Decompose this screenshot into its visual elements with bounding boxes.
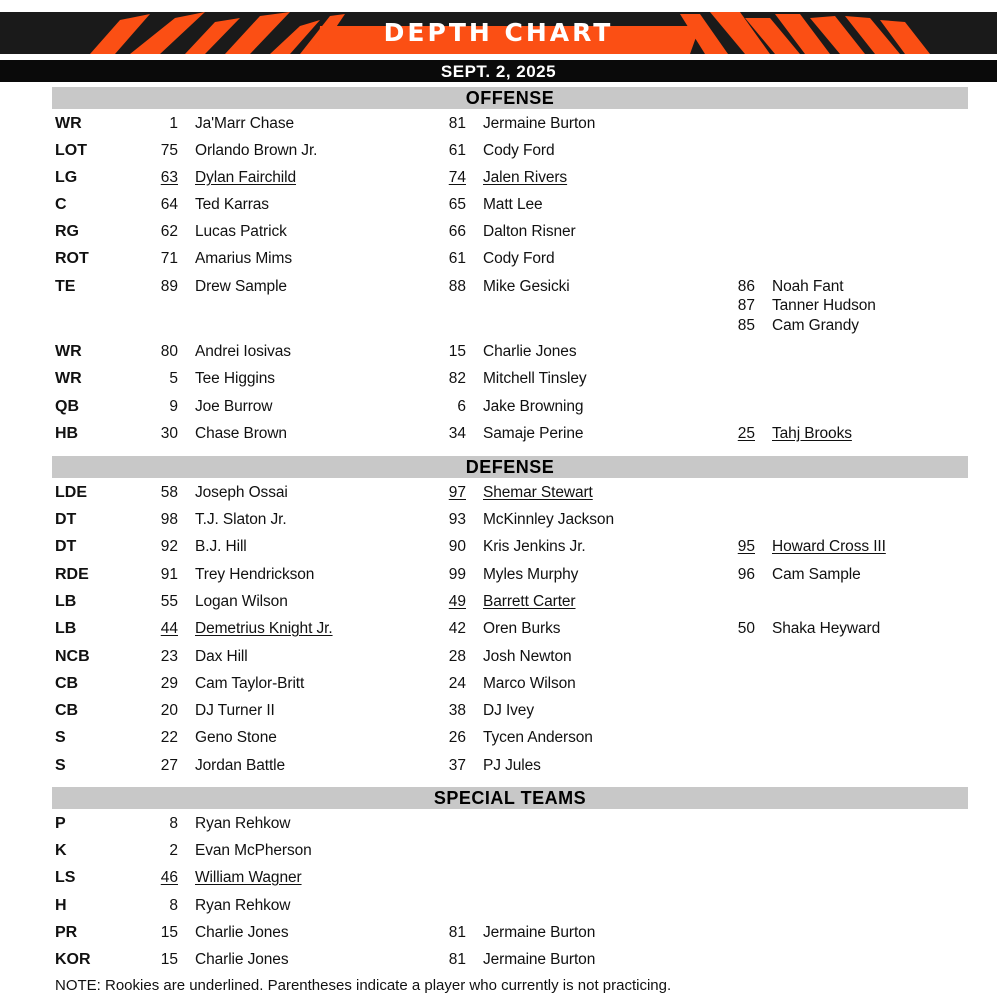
jersey-number: 64 <box>160 196 178 213</box>
jersey-number: 87 <box>737 297 755 314</box>
offense-row <box>0 248 997 270</box>
jersey-number: 8 <box>169 815 178 832</box>
player-name: Howard Cross III <box>772 538 886 555</box>
player-name: Jermaine Burton <box>483 115 596 132</box>
player-name: Cam Grandy <box>772 317 859 334</box>
jersey-number: 74 <box>448 169 466 186</box>
jersey-number: 96 <box>737 566 755 583</box>
player-name: Charlie Jones <box>195 924 289 941</box>
defense-row <box>0 564 997 586</box>
offense-row <box>0 341 997 363</box>
jersey-number: 15 <box>160 924 178 941</box>
jersey-number: 46 <box>160 869 178 886</box>
player-name: Matt Lee <box>483 196 543 213</box>
player-name: William Wagner <box>195 869 302 886</box>
special-row <box>0 949 997 971</box>
player-name: Joe Burrow <box>195 398 273 415</box>
position-label: LDE <box>55 484 87 501</box>
player-name: Geno Stone <box>195 729 277 746</box>
player-name: Dalton Risner <box>483 223 576 240</box>
jersey-number: 29 <box>160 675 178 692</box>
defense-row <box>0 482 997 504</box>
jersey-number: 9 <box>169 398 178 415</box>
jersey-number: 81 <box>448 951 466 968</box>
position-label: K <box>55 842 67 859</box>
player-name: Lucas Patrick <box>195 223 287 240</box>
player-name: Mike Gesicki <box>483 278 570 295</box>
special-row <box>0 922 997 944</box>
player-name: Cody Ford <box>483 250 555 267</box>
jersey-number: 2 <box>169 842 178 859</box>
jersey-number: 81 <box>448 115 466 132</box>
defense-row <box>0 646 997 668</box>
player-name: Ryan Rehkow <box>195 897 291 914</box>
jersey-number: 27 <box>160 757 178 774</box>
jersey-number: 49 <box>448 593 466 610</box>
position-label: CB <box>55 702 79 719</box>
position-label: DT <box>55 511 77 528</box>
player-name: B.J. Hill <box>195 538 247 555</box>
jersey-number: 62 <box>160 223 178 240</box>
player-name: Shemar Stewart <box>483 484 593 501</box>
offense-row <box>0 140 997 162</box>
defense-row <box>0 509 997 531</box>
jersey-number: 90 <box>448 538 466 555</box>
offense-row <box>0 396 997 418</box>
player-name: Myles Murphy <box>483 566 579 583</box>
jersey-number: 86 <box>737 278 755 295</box>
offense-row <box>0 423 997 445</box>
header-banner <box>0 12 997 54</box>
player-name: Charlie Jones <box>195 951 289 968</box>
position-label: LB <box>55 593 77 610</box>
player-name: Samaje Perine <box>483 425 584 442</box>
special-row <box>0 895 997 917</box>
player-name: DJ Ivey <box>483 702 534 719</box>
defense-row <box>0 618 997 640</box>
player-name: Jake Browning <box>483 398 584 415</box>
offense-row <box>0 276 997 334</box>
jersey-number: 42 <box>448 620 466 637</box>
player-name: Tanner Hudson <box>772 297 876 314</box>
player-name: Dylan Fairchild <box>195 169 297 186</box>
position-label: WR <box>55 115 82 132</box>
player-name: Chase Brown <box>195 425 287 442</box>
player-name: Tahj Brooks <box>772 425 852 442</box>
player-name: Jermaine Burton <box>483 951 596 968</box>
position-label: LS <box>55 869 76 886</box>
jersey-number: 20 <box>160 702 178 719</box>
jersey-number: 89 <box>160 278 178 295</box>
player-name: Kris Jenkins Jr. <box>483 538 586 555</box>
offense-row <box>0 221 997 243</box>
player-name: Cam Sample <box>772 566 861 583</box>
jersey-number: 15 <box>160 951 178 968</box>
jersey-number: 93 <box>448 511 466 528</box>
jersey-number: 15 <box>448 343 466 360</box>
player-name: Ja'Marr Chase <box>195 115 294 132</box>
player-name: Shaka Heyward <box>772 620 881 637</box>
player-name: Marco Wilson <box>483 675 576 692</box>
player-name: Evan McPherson <box>195 842 312 859</box>
player-name: Oren Burks <box>483 620 561 637</box>
offense-row <box>0 368 997 390</box>
section-header-defense: DEFENSE <box>52 456 968 478</box>
jersey-number: 61 <box>448 142 466 159</box>
defense-row <box>0 536 997 558</box>
player-name: Cam Taylor-Britt <box>195 675 305 692</box>
position-label: LB <box>55 620 77 637</box>
defense-row <box>0 755 997 777</box>
position-label: P <box>55 815 66 832</box>
player-name: DJ Turner II <box>195 702 275 719</box>
player-name: Tycen Anderson <box>483 729 593 746</box>
player-name: Ryan Rehkow <box>195 815 291 832</box>
position-label: NCB <box>55 648 90 665</box>
jersey-number: 38 <box>448 702 466 719</box>
offense-row <box>0 113 997 135</box>
defense-row <box>0 700 997 722</box>
jersey-number: 82 <box>448 370 466 387</box>
jersey-number: 50 <box>737 620 755 637</box>
defense-row <box>0 673 997 695</box>
position-label: C <box>55 196 67 213</box>
jersey-number: 25 <box>737 425 755 442</box>
player-name: Drew Sample <box>195 278 287 295</box>
jersey-number: 75 <box>160 142 178 159</box>
jersey-number: 8 <box>169 897 178 914</box>
jersey-number: 92 <box>160 538 178 555</box>
player-name: Noah Fant <box>772 278 844 295</box>
player-name: McKinnley Jackson <box>483 511 614 528</box>
jersey-number: 61 <box>448 250 466 267</box>
position-label: LOT <box>55 142 87 159</box>
jersey-number: 55 <box>160 593 178 610</box>
jersey-number: 5 <box>169 370 178 387</box>
jersey-number: 65 <box>448 196 466 213</box>
jersey-number: 28 <box>448 648 466 665</box>
jersey-number: 63 <box>160 169 178 186</box>
chart-date: SEPT. 2, 2025 <box>440 62 557 81</box>
player-name: Andrei Iosivas <box>195 343 291 360</box>
player-name: PJ Jules <box>483 757 541 774</box>
defense-row <box>0 727 997 749</box>
jersey-number: 81 <box>448 924 466 941</box>
player-name: Demetrius Knight Jr. <box>195 620 333 637</box>
jersey-number: 24 <box>448 675 466 692</box>
player-name: Jermaine Burton <box>483 924 596 941</box>
player-name: Jalen Rivers <box>483 169 568 186</box>
player-name: Cody Ford <box>483 142 555 159</box>
position-label: PR <box>55 924 78 941</box>
jersey-number: 58 <box>160 484 178 501</box>
jersey-number: 30 <box>160 425 178 442</box>
position-label: CB <box>55 675 79 692</box>
player-name: Ted Karras <box>195 196 269 213</box>
player-name: Dax Hill <box>195 648 248 665</box>
jersey-number: 71 <box>160 250 178 267</box>
position-label: H <box>55 897 67 914</box>
jersey-number: 22 <box>160 729 178 746</box>
special-row <box>0 813 997 835</box>
player-name: Tee Higgins <box>195 370 275 387</box>
section-header-special: SPECIAL TEAMS <box>52 787 968 809</box>
jersey-number: 80 <box>160 343 178 360</box>
position-label: S <box>55 757 66 774</box>
jersey-number: 95 <box>737 538 755 555</box>
player-name: T.J. Slaton Jr. <box>195 511 287 528</box>
player-name: Josh Newton <box>483 648 572 665</box>
jersey-number: 26 <box>448 729 466 746</box>
date-band <box>0 58 997 82</box>
player-name: Logan Wilson <box>195 593 288 610</box>
position-label: RDE <box>55 566 89 583</box>
jersey-number: 99 <box>448 566 466 583</box>
special-row <box>0 840 997 862</box>
offense-row <box>0 167 997 189</box>
player-name: Mitchell Tinsley <box>483 370 587 387</box>
player-name: Joseph Ossai <box>195 484 288 501</box>
offense-row <box>0 194 997 216</box>
jersey-number: 91 <box>160 566 178 583</box>
position-label: TE <box>55 278 76 295</box>
position-label: S <box>55 729 66 746</box>
position-label: LG <box>55 169 78 186</box>
section-header-offense: OFFENSE <box>52 87 968 109</box>
position-label: ROT <box>55 250 89 267</box>
position-label: WR <box>55 343 82 360</box>
jersey-number: 6 <box>457 398 466 415</box>
jersey-number: 85 <box>737 317 755 334</box>
player-name: Trey Hendrickson <box>195 566 315 583</box>
jersey-number: 23 <box>160 648 178 665</box>
footnote: NOTE: Rookies are underlined. Parentheses indicate a player who currently is not practicing. <box>55 977 672 994</box>
jersey-number: 34 <box>448 425 466 442</box>
page-title: DEPTH CHART <box>383 18 614 47</box>
defense-row <box>0 591 997 613</box>
jersey-number: 66 <box>448 223 466 240</box>
position-label: DT <box>55 538 77 555</box>
jersey-number: 44 <box>160 620 178 637</box>
jersey-number: 97 <box>448 484 466 501</box>
jersey-number: 37 <box>448 757 466 774</box>
position-label: HB <box>55 425 79 442</box>
player-name: Jordan Battle <box>195 757 286 774</box>
position-label: QB <box>55 398 79 415</box>
jersey-number: 1 <box>169 115 178 132</box>
position-label: KOR <box>55 951 91 968</box>
special-row <box>0 867 997 889</box>
player-name: Amarius Mims <box>195 250 292 267</box>
jersey-number: 98 <box>160 511 178 528</box>
position-label: RG <box>55 223 79 240</box>
position-label: WR <box>55 370 82 387</box>
player-name: Orlando Brown Jr. <box>195 142 318 159</box>
player-name: Barrett Carter <box>483 593 576 610</box>
player-name: Charlie Jones <box>483 343 577 360</box>
jersey-number: 88 <box>448 278 466 295</box>
